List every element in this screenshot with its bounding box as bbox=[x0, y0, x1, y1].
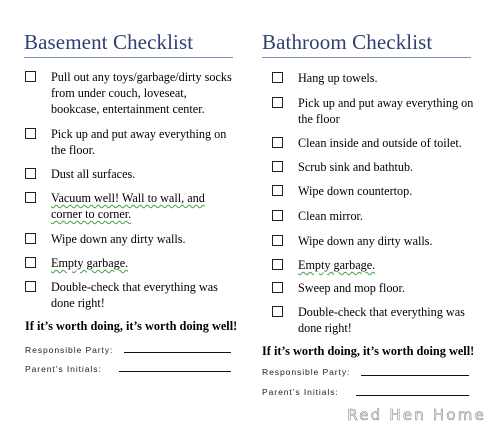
item-label: Clean inside and outside of toilet. bbox=[298, 136, 462, 150]
responsible-party-line[interactable] bbox=[361, 375, 469, 376]
item-label: Clean mirror. bbox=[298, 209, 363, 223]
checkbox[interactable] bbox=[272, 72, 283, 83]
parents-initials-line[interactable] bbox=[119, 371, 231, 372]
checkbox[interactable] bbox=[25, 128, 36, 139]
item-label: Double-check that everything was done right! bbox=[298, 305, 465, 335]
watermark: Red Hen Home bbox=[347, 406, 486, 424]
checkbox[interactable] bbox=[272, 306, 283, 317]
item-label: Pull out any toys/garbage/dirty socks from under couch, loveseat, bookcase, entertainment center. bbox=[51, 70, 232, 116]
item-label: Double-check that everything was done right! bbox=[51, 280, 218, 310]
bathroom-title: Bathroom Checklist bbox=[262, 30, 433, 54]
item-label: Wipe down any dirty walls. bbox=[298, 234, 433, 248]
bathroom-title-rule bbox=[262, 57, 471, 58]
item-label: Vacuum well! Wall to wall, and corner to corner. bbox=[51, 191, 205, 221]
responsible-party-label: Responsible Party: bbox=[25, 345, 114, 355]
responsible-party-line[interactable] bbox=[124, 352, 231, 353]
checkbox[interactable] bbox=[25, 233, 36, 244]
item-label: Empty garbage. bbox=[51, 256, 129, 270]
parents-initials-label: Parent’s Initials: bbox=[25, 364, 102, 374]
checkbox[interactable] bbox=[272, 97, 283, 108]
basement-title-rule bbox=[24, 57, 233, 58]
item-label: Scrub sink and bathtub. bbox=[298, 160, 414, 174]
checkbox[interactable] bbox=[272, 185, 283, 196]
checkbox[interactable] bbox=[272, 137, 283, 148]
item-label: Pick up and put away everything on the floor. bbox=[51, 127, 227, 157]
item-label: Wipe down any dirty walls. bbox=[51, 232, 186, 246]
checkbox[interactable] bbox=[25, 71, 36, 82]
checkbox[interactable] bbox=[272, 282, 283, 293]
item-label: Dust all surfaces. bbox=[51, 167, 136, 181]
bathroom-motto: If it’s worth doing, it’s worth doing well! bbox=[262, 344, 475, 358]
parents-initials-label: Parent’s Initials: bbox=[262, 387, 339, 397]
checkbox[interactable] bbox=[272, 161, 283, 172]
checkbox[interactable] bbox=[272, 210, 283, 221]
item-label: Sweep and mop floor. bbox=[298, 281, 405, 295]
item-label: Pick up and put away everything on the floor bbox=[298, 96, 474, 126]
checkbox[interactable] bbox=[25, 257, 36, 268]
responsible-party-label: Responsible Party: bbox=[262, 367, 351, 377]
parents-initials-line[interactable] bbox=[356, 395, 469, 396]
item-label: Hang up towels. bbox=[298, 71, 378, 85]
checkbox[interactable] bbox=[272, 259, 283, 270]
item-label: Wipe down countertop. bbox=[298, 184, 413, 198]
item-label: Empty garbage. bbox=[298, 258, 376, 272]
basement-title: Basement Checklist bbox=[24, 30, 194, 54]
checkbox[interactable] bbox=[272, 235, 283, 246]
basement-motto: If it’s worth doing, it’s worth doing well! bbox=[25, 319, 238, 333]
checkbox[interactable] bbox=[25, 281, 36, 292]
checkbox[interactable] bbox=[25, 192, 36, 203]
checkbox[interactable] bbox=[25, 168, 36, 179]
